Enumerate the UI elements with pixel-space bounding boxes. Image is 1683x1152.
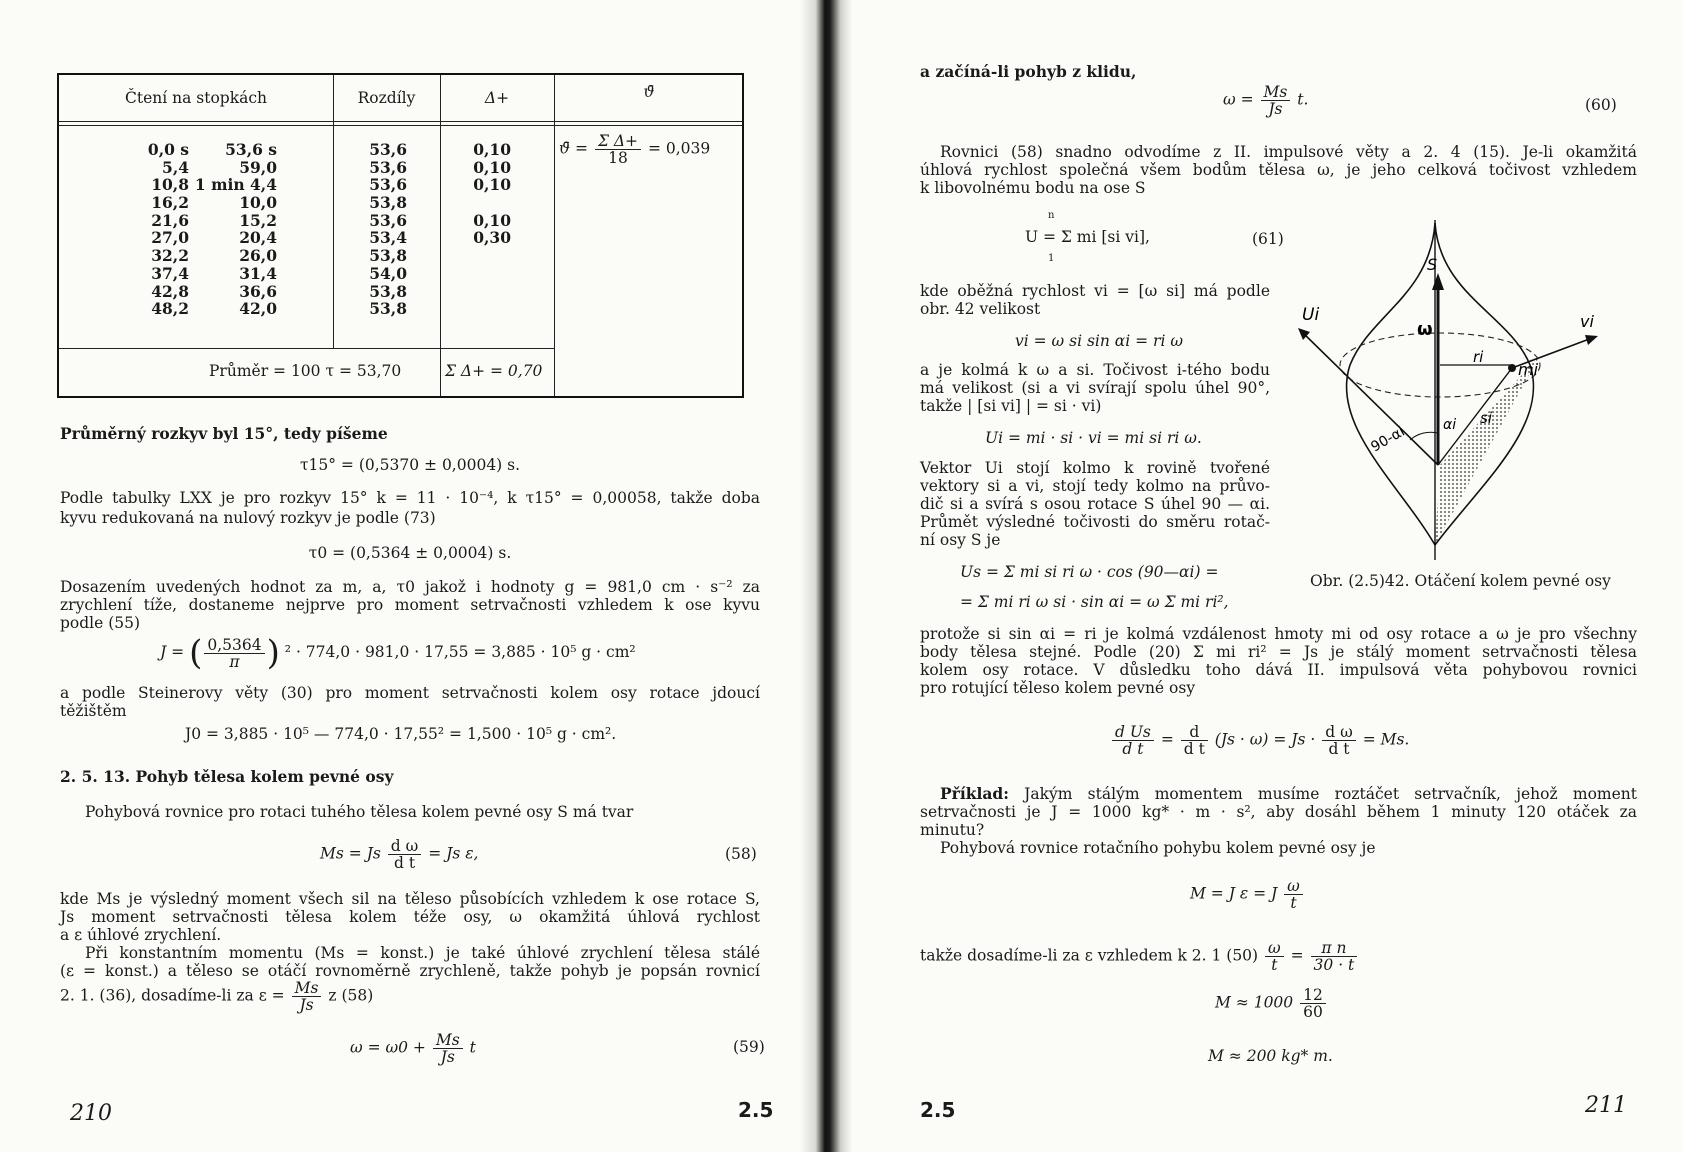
label-r: ri <box>1473 348 1484 366</box>
paragraph: Js moment setrvačnosti tělesa kolem téže osy, ω okamžitá úhlová rychlost <box>60 908 760 926</box>
frac-den: t <box>1271 956 1278 974</box>
times-column-2 <box>177 141 277 318</box>
paragraph: má velikost (si a vi svírají spolu úhel 90°, <box>920 379 1270 397</box>
table-cell-difference: 53,8 <box>369 246 407 266</box>
table-cell-time: 21,6 <box>151 210 189 230</box>
label-v: vi <box>1580 312 1594 331</box>
paragraph-text: z (58) <box>328 986 374 1005</box>
table-cell-time: 53,6 s <box>225 140 277 159</box>
table-cell-time: 10,8 <box>151 175 189 195</box>
table-cell-delta: 0,30 <box>473 228 511 248</box>
paragraph: takže | [si vi] | = si · vi) <box>920 397 1102 415</box>
table-cell-difference: 53,8 <box>369 299 407 319</box>
v-arrow-head <box>1585 335 1598 345</box>
equation: M ≈ 200 kg* m. <box>1208 1047 1333 1065</box>
table-cell-time: 10,0 <box>239 193 277 213</box>
equation-M <box>1190 878 1305 911</box>
paragraph: zrychlení tíže, dostaneme nejprve pro moment setrvačnosti vzhledem k ose kyvu <box>60 596 760 614</box>
equals: = <box>1290 946 1304 965</box>
eq59-rhs: t <box>469 1038 476 1057</box>
paragraph: setrvačnosti je J = 1000 kg* · m · s², aby dosáhl během 1 minuty 120 otáček za <box>920 803 1637 821</box>
paragraph: Podle tabulky LXX je pro rozkyv 15° k = 11 · 10⁻⁴, k τ15° = 0,00058, takže doba <box>60 489 760 507</box>
paragraph: a podle Steinerovy věty (30) pro moment setrvačnosti kolem osy rotace jdoucí <box>60 684 760 702</box>
frac-num: Ms <box>292 980 322 997</box>
table-cell-time: 31,4 <box>239 263 277 283</box>
dU-mid1-rhs: (Js · ω) = Js · <box>1214 730 1316 749</box>
eq-M-num: ω <box>1284 878 1303 895</box>
paragraph: (ε = konst.) a těleso se otáčí rovnoměrně zrychleně, takže pohyb je popsán rovnicí <box>60 962 760 980</box>
eq58-num: d ω <box>388 838 422 855</box>
paragraph: Při konstantním momentu (Ms = konst.) je také úhlové zrychlení tělesa stálé <box>85 944 760 962</box>
table-cell-difference: 53,8 <box>369 193 407 213</box>
table-header-readings: Čtení na stopkách <box>124 89 267 107</box>
section-mark: 2.5 <box>738 1098 774 1122</box>
paragraph: Dosazením uvedených hodnot za m, a, τ0 jakož i hodnoty g = 981,0 cm · s⁻² za <box>60 578 760 596</box>
table-cell-time: 32,2 <box>151 246 189 266</box>
eq-J-num: 0,5364 <box>204 637 264 654</box>
paragraph: kde Ms je výsledný moment všech sil na těleso působících vzhledem k ose rotace S, <box>60 890 760 908</box>
table-header-rule-2 <box>59 125 742 126</box>
paragraph-text: takže dosadíme-li za ε vzhledem k 2. 1 (50) <box>920 946 1259 965</box>
table-cell-time: 42,0 <box>239 299 277 319</box>
table-cell-delta: 0,10 <box>473 210 511 230</box>
paragraph: Průmět výsledné točivosti do směru rotač- <box>920 513 1270 531</box>
eq60-den: Js <box>1268 100 1283 118</box>
table-cell-delta <box>455 194 511 212</box>
eq58-den: d t <box>393 854 416 872</box>
figure-caption: Obr. (2.5)42. Otáčení kolem pevné osy <box>1310 572 1611 590</box>
table-cell-difference: 53,6 <box>369 175 407 195</box>
dU-num: d Us <box>1112 724 1154 741</box>
eq59-lhs: ω = ω0 + <box>350 1038 426 1057</box>
page-number: 211 <box>1585 1093 1627 1118</box>
table-cell-time: 0,0 s <box>147 140 189 159</box>
table-cell-delta: 0,10 <box>473 175 511 195</box>
equation: τ0 = (0,5364 ± 0,0004) s. <box>308 544 512 562</box>
paragraph: ní osy S je <box>920 531 1001 549</box>
dU-mid2-num: d ω <box>1322 724 1356 741</box>
paragraph: Pohybová rovnice pro rotaci tuhého tělesa kolem pevné osy S má tvar <box>85 803 634 821</box>
dU-mid2-den: d t <box>1328 740 1350 758</box>
dU-mid1-den: d t <box>1183 740 1205 758</box>
sum-lower-limit: 1 <box>1048 253 1055 264</box>
equation-M1 <box>1215 987 1328 1020</box>
table-cell-delta: 0,10 <box>473 140 511 159</box>
label-omega: ω <box>1417 319 1433 340</box>
paragraph-with-fraction <box>920 940 1359 973</box>
table-cell-delta <box>455 247 511 265</box>
paragraph-text: 2. 1. (36), dosadíme-li za ε = <box>60 986 285 1005</box>
equation: vi = ω si sin αi = ri ω <box>1015 332 1183 350</box>
dU-den: d t <box>1122 740 1144 758</box>
paragraph: a začíná-li pohyb z klidu, <box>920 62 1137 81</box>
eq59-den: Js <box>440 1048 455 1066</box>
table-col-rule <box>333 75 334 348</box>
paragraph: a je kolmá k ω a si. Točivost i-tého bodu <box>920 361 1270 379</box>
label-S: S <box>1427 255 1438 274</box>
table-cell-time: 27,0 <box>151 228 189 248</box>
table-sum-delta: Σ Δ+ = 0,70 <box>445 362 543 380</box>
paragraph: k libovolnému bodu na ose S <box>920 179 1146 197</box>
paragraph: Vektor Ui stojí kolmo k rovině tvořené <box>920 459 1270 477</box>
section-mark: 2.5 <box>920 1098 956 1122</box>
page-number: 210 <box>70 1101 112 1126</box>
paragraph: a ε úhlové zrychlení. <box>60 926 222 944</box>
equation-60 <box>1223 84 1308 117</box>
eq-M1-num: 12 <box>1300 987 1326 1004</box>
eq60-rhs: t. <box>1297 90 1309 109</box>
table-average: Průměr = 100 τ = 53,70 <box>209 362 402 380</box>
paragraph: kyvu redukovaná na nulový rozkyv je podle (73) <box>60 509 436 527</box>
example-label: Příklad: <box>940 784 1009 803</box>
measurement-table <box>57 73 744 398</box>
frac-den: 30 · t <box>1313 956 1355 974</box>
theta-formula <box>559 133 710 166</box>
table-cell-time: 48,2 <box>151 299 189 319</box>
paragraph-with-fraction <box>60 980 373 1013</box>
label-m: mi <box>1518 360 1539 379</box>
dU-mid1-num: d <box>1181 724 1208 741</box>
eq-J-rhs: ² · 774,0 · 981,0 · 17,55 = 3,885 · 10⁵ g · cm² <box>284 643 636 661</box>
table-cell-difference: 53,6 <box>369 210 407 230</box>
dU-rhs: = Ms. <box>1362 730 1410 749</box>
equation: J0 = 3,885 · 10⁵ — 774,0 · 17,55² = 1,500 · 10⁵ g · cm². <box>185 725 617 743</box>
table-cell-time: 5,4 <box>162 157 189 177</box>
table-cell-time: 26,0 <box>239 246 277 266</box>
table-col-rule <box>440 75 441 396</box>
frac-num: ω <box>1265 940 1284 957</box>
table-cell-delta <box>455 300 511 318</box>
paragraph: obr. 42 velikost <box>920 300 1041 318</box>
eq60-lhs: ω = <box>1223 90 1254 109</box>
table-header-differences: Rozdíly <box>357 89 416 107</box>
table-cell-time: 59,0 <box>239 157 277 177</box>
table-header-theta: ϑ̄ <box>643 83 655 101</box>
theta-den: 18 <box>608 149 628 167</box>
table-cell-difference: 53,4 <box>369 228 407 248</box>
paragraph: pro rotující těleso kolem pevné osy <box>920 679 1196 697</box>
example-paragraph <box>940 785 1637 803</box>
table-cell-time: 20,4 <box>239 228 277 248</box>
table-cell-time: 1 min 4,4 <box>194 175 277 195</box>
paragraph: body tělesa stejné. Podle (20) Σ mi ri² = Js je stálý moment setrvačnosti tělesa <box>920 643 1637 661</box>
delta-plus-column <box>455 141 511 318</box>
equation-J: J = ( $\frac{0,5364}{\pi}$ ) ² · 774,0 · 981,0 · 17,55 = 3,885 · 10⁵ g · cm² <box>160 633 636 673</box>
paragraph: podle (55) <box>60 614 141 632</box>
eq-M1-den: 60 <box>1303 1003 1323 1021</box>
paragraph: dič si a svírá s osou rotace S úhel 90 — αi. <box>920 495 1270 513</box>
table-cell-difference: 53,6 <box>369 157 407 177</box>
table-col-rule <box>554 75 555 396</box>
eq-J-lhs: J = <box>160 643 185 661</box>
eq58-lhs: Ms = Js <box>320 844 381 863</box>
paragraph: úhlová rychlost společná všem bodům tělesa ω, je jeho celková točivost vzhledem <box>920 161 1637 179</box>
shaded-plane <box>1435 355 1540 545</box>
equation: = Σ mi ri ω si · sin αi = ω Σ mi ri², <box>960 593 1229 611</box>
table-cell-time: 36,6 <box>239 281 277 301</box>
label-alpha: αi <box>1443 417 1457 433</box>
frac-num: π n <box>1311 940 1358 957</box>
table-cell-delta <box>455 283 511 301</box>
eq-J-den: π <box>229 652 240 671</box>
eq60-num: Ms <box>1261 84 1291 101</box>
table-cell-time: 16,2 <box>151 193 189 213</box>
eq-M1-lhs: M ≈ 1000 <box>1215 993 1294 1012</box>
right-page <box>840 0 1683 1152</box>
table-cell-difference: 54,0 <box>369 263 407 283</box>
equation-59 <box>350 1032 476 1065</box>
mass-point <box>1508 364 1516 372</box>
equation-58 <box>320 838 478 871</box>
example-text: Jakým stálým momentem musíme roztáčet setrvačník, jehož moment <box>1024 785 1637 803</box>
equation: Ui = mi · si · vi = mi si ri ω. <box>985 429 1202 447</box>
paragraph: protože si sin αi = ri je kolmá vzdálenost hmoty mi od osy rotace a ω je pro všechny <box>920 625 1637 643</box>
equation-dU: $\frac{\text{d Us}}{\text{d t}}$ = $\frac{d}{\text{d t}}$ (Js · ω) = Js · $\frac{\text{d ω}}{\text{d t}}$ = Ms. <box>1110 724 1409 757</box>
eq59-num: Ms <box>433 1032 463 1049</box>
paragraph: Průměrný rozkyv byl 15°, tedy píšeme <box>60 424 388 443</box>
table-cell-delta <box>455 265 511 283</box>
equation-number: (61) <box>1252 230 1284 248</box>
angle-arc <box>1410 432 1438 440</box>
table-cell-difference: 53,6 <box>369 140 407 159</box>
paragraph: Pohybová rovnice rotačního pohybu kolem pevné osy je <box>940 839 1376 857</box>
omega-arrow-head <box>1432 273 1444 290</box>
theta-num: Σ Δ+ <box>595 133 641 150</box>
paragraph: minutu? <box>920 821 985 839</box>
label-s: si <box>1480 409 1492 427</box>
U-vector <box>1300 330 1438 465</box>
sum-upper-limit: n <box>1048 210 1055 221</box>
label-angle: 90-αi <box>1368 423 1408 456</box>
theta-rhs: = 0,039 <box>647 139 711 158</box>
equation: τ15° = (0,5370 ± 0,0004) s. <box>299 456 521 474</box>
theta-lhs: ϑ̄ = <box>559 139 588 158</box>
equation-number: (60) <box>1585 96 1617 114</box>
equation: Us = Σ mi si ri ω · cos (90—αi) = <box>960 563 1219 581</box>
equation-61: U = Σ mi [si vi], <box>1025 228 1150 246</box>
table-cell-delta: 0,10 <box>473 157 511 177</box>
table-header-delta: Δ+ <box>484 89 510 107</box>
table-cell-difference: 53,8 <box>369 281 407 301</box>
eq-M-den: t <box>1290 894 1297 912</box>
eq-M-lhs: M = J ε = J <box>1190 884 1278 903</box>
table-cell-time: 42,8 <box>151 281 189 301</box>
differences-column <box>351 141 407 318</box>
eq58-rhs: = Js ε, <box>428 844 479 863</box>
equation-number: (58) <box>725 845 757 863</box>
frac-den: Js <box>299 996 314 1014</box>
paragraph: kolem osy rotace. V důsledku toho dává II. impulsová věta pohybovou rovnici <box>920 661 1637 679</box>
table-header-rule <box>59 121 742 122</box>
table-cell-time: 15,2 <box>239 210 277 230</box>
label-U: Ui <box>1302 305 1320 325</box>
paragraph: těžištěm <box>60 702 127 720</box>
table-sum-rule <box>59 348 554 349</box>
figure-rotation-diagram <box>1280 215 1680 565</box>
equation-number: (59) <box>733 1038 765 1056</box>
paragraph: kde oběžná rychlost vi = [ω si] má podle <box>920 282 1270 300</box>
paragraph: vektory si a vi, stojí tedy kolmo na průvo- <box>920 477 1270 495</box>
left-page <box>0 0 820 1152</box>
paragraph: Rovnici (58) snadno odvodíme z II. impulsové věty a 2. 4 (15). Je-li okamžitá <box>940 143 1637 161</box>
section-heading: 2. 5. 13. Pohyb tělesa kolem pevné osy <box>60 767 394 786</box>
table-cell-time: 37,4 <box>151 263 189 283</box>
